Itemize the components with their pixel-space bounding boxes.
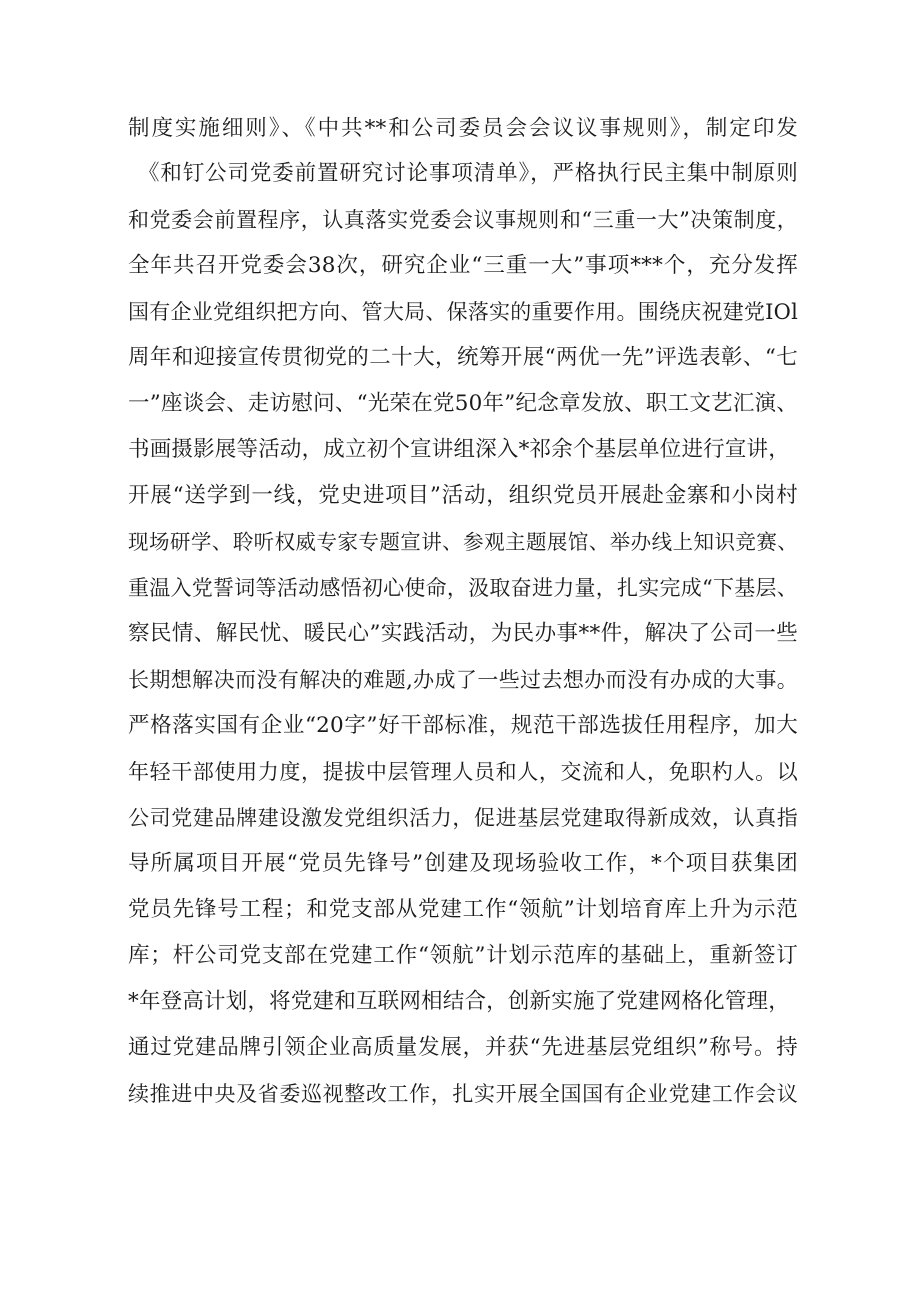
text-line: 库；杆公司党支部在党建工作“领航”计划示范库的基础上，重新签订 xyxy=(128,943,798,968)
text-line: 开展“送学到一线，党史进项目”活动，组织党员开展赴金寨和小岗村 xyxy=(128,483,798,508)
text-line: 一”座谈会、走访慰问、“光荣在党50年”纪念章发放、职工文艺汇演、 xyxy=(128,391,798,416)
text-line: 续推进中央及省委巡视整改工作，扎实开展全国国有企业党建工作会议 xyxy=(128,1082,798,1106)
text-line: *年登高计划，将党建和互联网相结合，创新实施了党建网格化管理， xyxy=(128,989,790,1014)
text-line: 国有企业党组织把方向、管大局、保落实的重要作用。围绕庆祝建党IOl xyxy=(128,300,798,324)
text-line: 通过党建品牌引领企业高质量发展，并获“先进基层党组织”称号。持 xyxy=(128,1035,798,1060)
text-line: 周年和迎接宣传贯彻党的二十大，统筹开展“两优一先”评选表彰、“七 xyxy=(128,345,798,370)
text-line: 察民情、解民忧、暖民心”实践活动，为民办事**件，解决了公司一些 xyxy=(128,621,798,646)
text-line: 书画摄影展等活动，成立初个宣讲组深入*祁余个基层单位进行宣讲， xyxy=(128,437,790,462)
text-line: 和党委会前置程序，认真落实党委会议事规则和“三重一大”决策制度， xyxy=(128,208,798,232)
text-line: 年轻干部使用力度，提拔中层管理人员和人，交流和人，免职杓人。以 xyxy=(128,760,798,784)
text-line: 长期想解决而没有解决的难题,办成了一些过去想办而没有办成的大事。 xyxy=(128,668,798,692)
text-line: 严格落实国有企业“20字”好干部标准，规范干部选拔任用程序，加大 xyxy=(128,713,798,738)
text-line: 制度实施细则》、《中共**和公司委员会会议议事规则》，制定印发 xyxy=(128,116,798,141)
text-line: 现场研学、聆听权威专家专题宣讲、参观主题展馆、举办线上知识竞赛、 xyxy=(128,530,798,554)
text-line: 全年共召开党委会38次，研究企业“三重一大”事项***个，充分发挥 xyxy=(128,253,798,278)
text-line: 党员先锋号工程；和党支部从党建工作“领航”计划培育库上升为示范 xyxy=(128,897,798,922)
text-line: 《和钉公司党委前置研究讨论事项清单》，严格执行民主集中制原则 xyxy=(138,161,798,186)
text-line: 重温入党誓词等活动感悟初心使命，汲取奋进力量，扎实完成“下基层、 xyxy=(128,576,798,600)
text-line: 导所属项目开展“党员先锋号”创建及现场验收工作，*个项目获集团 xyxy=(128,851,798,876)
text-line: 公司党建品牌建设激发党组织活力，促进基层党建取得新成效，认真指 xyxy=(128,806,798,830)
